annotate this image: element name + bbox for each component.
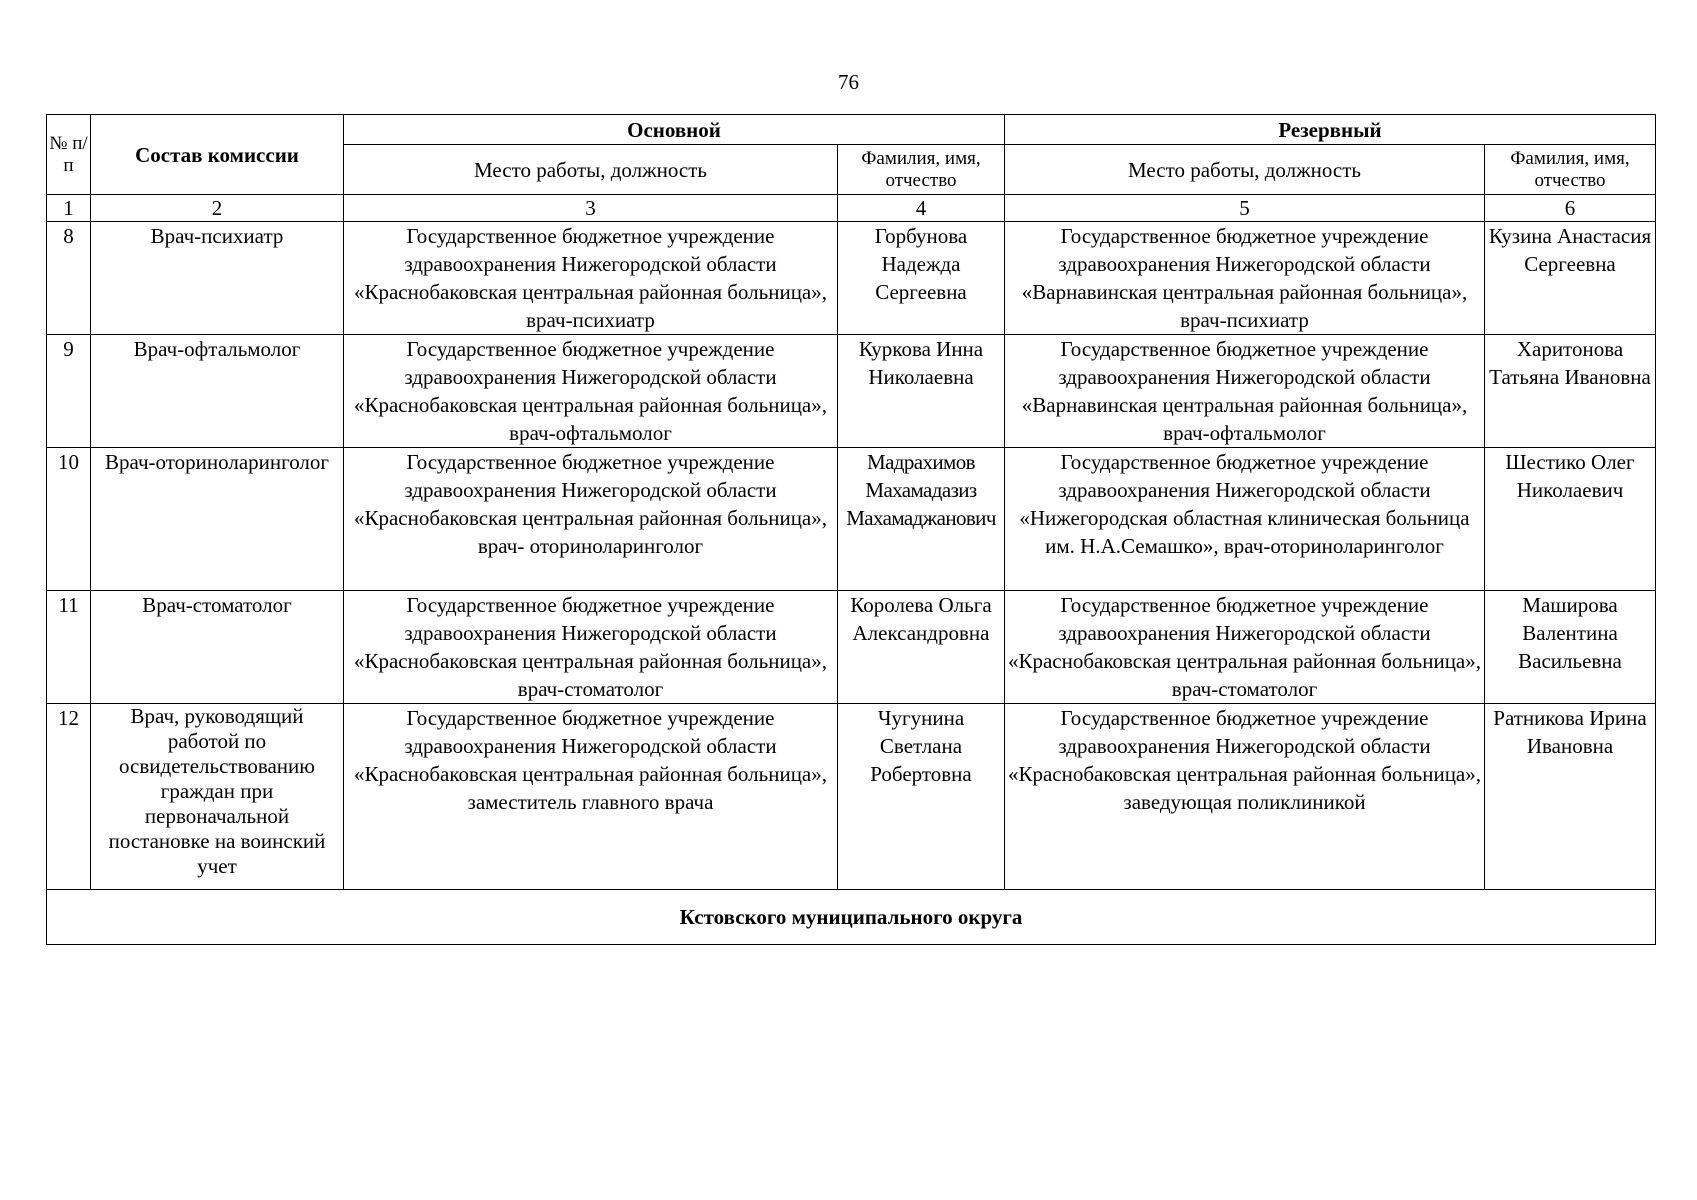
header-main-name: Фамилия, имя, отчество: [838, 145, 1005, 195]
main-workplace: Государственное бюджетное учреждение здравоохранения Нижегородской области «Краснобаковская центральная районная больница», врач- оториноларинголог: [344, 448, 838, 591]
column-number: 6: [1485, 195, 1656, 222]
row-number: 8: [47, 222, 91, 335]
reserve-workplace: Государственное бюджетное учреждение здравоохранения Нижегородской области «Варнавинская центральная районная больница», врач-офтальмолог: [1005, 335, 1485, 448]
table-row: [47, 704, 1656, 890]
column-number: 3: [344, 195, 838, 222]
section-title: Кстовского муниципального округа: [47, 890, 1656, 945]
header-num: № п/п: [47, 115, 91, 195]
table-row: [47, 448, 1656, 591]
commission-role: Врач-оториноларинголог: [91, 448, 344, 591]
table-row: [47, 222, 1656, 335]
commission-role: Врач, руководящий работой по освидетельствованию граждан при первоначальной постановке на воинский учет: [91, 704, 344, 890]
row-number: 12: [47, 704, 91, 890]
column-number: 2: [91, 195, 344, 222]
row-number: 9: [47, 335, 91, 448]
reserve-full-name: Харитонова Татьяна Ивановна: [1485, 335, 1656, 448]
row-number: 11: [47, 591, 91, 704]
header-reserve-place: Место работы, должность: [1005, 145, 1485, 195]
table-row: [47, 335, 1656, 448]
reserve-full-name: Ратникова Ирина Ивановна: [1485, 704, 1656, 890]
section-row: [47, 890, 1656, 945]
column-numbers-row: [47, 195, 1656, 222]
commission-role: Врач-офтальмолог: [91, 335, 344, 448]
main-workplace: Государственное бюджетное учреждение здравоохранения Нижегородской области «Краснобаковская центральная районная больница», заместитель главного врача: [344, 704, 838, 890]
column-number: 4: [838, 195, 1005, 222]
main-workplace: Государственное бюджетное учреждение здравоохранения Нижегородской области «Краснобаковская центральная районная больница», врач-стоматолог: [344, 591, 838, 704]
main-full-name: Королева Ольга Александровна: [838, 591, 1005, 704]
row-number: 10: [47, 448, 91, 591]
main-full-name: Горбунова Надежда Сергеевна: [838, 222, 1005, 335]
reserve-workplace: Государственное бюджетное учреждение здравоохранения Нижегородской области «Варнавинская центральная районная больница», врач-психиатр: [1005, 222, 1485, 335]
header-composition: Состав комиссии: [91, 115, 344, 195]
column-number: 1: [47, 195, 91, 222]
header-main: Основной: [344, 115, 1005, 145]
main-workplace: Государственное бюджетное учреждение здравоохранения Нижегородской области «Краснобаковская центральная районная больница», врач-офтальмолог: [344, 335, 838, 448]
column-number: 5: [1005, 195, 1485, 222]
reserve-workplace: Государственное бюджетное учреждение здравоохранения Нижегородской области «Краснобаковская центральная районная больница», врач-стоматолог: [1005, 591, 1485, 704]
reserve-full-name: Шестико Олег Николаевич: [1485, 448, 1656, 591]
commission-role: Врач-психиатр: [91, 222, 344, 335]
reserve-full-name: Кузина Анастасия Сергеевна: [1485, 222, 1656, 335]
main-full-name: Куркова Инна Николаевна: [838, 335, 1005, 448]
main-workplace: Государственное бюджетное учреждение здравоохранения Нижегородской области «Краснобаковская центральная районная больница», врач-психиатр: [344, 222, 838, 335]
reserve-workplace: Государственное бюджетное учреждение здравоохранения Нижегородской области «Нижегородская областная клиническая больница им. Н.А.Семашко», врач-оториноларинголог: [1005, 448, 1485, 591]
header-reserve: Резервный: [1005, 115, 1656, 145]
commission-table: [46, 114, 1656, 945]
commission-role: Врач-стоматолог: [91, 591, 344, 704]
main-full-name: Мадрахимов Махамадазиз Махамаджанович: [838, 448, 1005, 591]
table-row: [47, 591, 1656, 704]
main-full-name: Чугунина Светлана Робертовна: [838, 704, 1005, 890]
reserve-full-name: Маширова Валентина Васильевна: [1485, 591, 1656, 704]
header-reserve-name: Фамилия, имя, отчество: [1485, 145, 1656, 195]
reserve-workplace: Государственное бюджетное учреждение здравоохранения Нижегородской области «Краснобаковская центральная районная больница», заведующая поликлиникой: [1005, 704, 1485, 890]
header-main-place: Место работы, должность: [344, 145, 838, 195]
page-number: 76: [838, 70, 859, 94]
